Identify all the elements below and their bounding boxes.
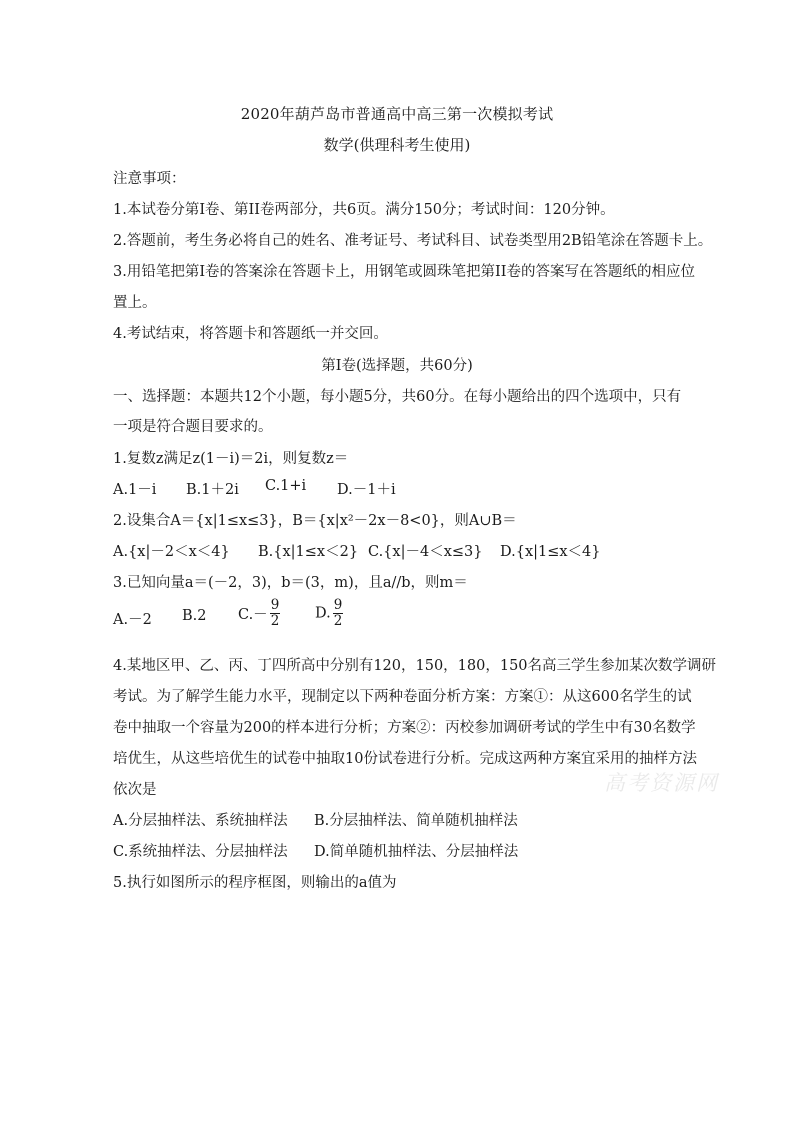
question-3-stem: 3.已知向量a＝(－2，3)，b＝(3，m)，且a//b，则m＝ <box>113 575 468 591</box>
question-2-option: C.{x|－4＜x≤3} <box>368 544 483 560</box>
question-3-option-a: A.－2 <box>113 612 152 628</box>
fraction-denominator: 2 <box>270 613 280 629</box>
question-4-option: D.简单随机抽样法、分层抽样法 <box>314 844 519 860</box>
question-4-option: C.系统抽样法、分层抽样法 <box>113 844 288 860</box>
question-3-option-b: B.2 <box>182 608 207 624</box>
notice-item: 4.考试结束，将答题卡和答题纸一并交回。 <box>113 326 388 342</box>
question-4-line: 卷中抽取一个容量为200的样本进行分析；方案②：丙校参加调研考试的学生中有30名数学 <box>113 720 696 736</box>
exam-subtitle: 数学(供理科考生使用) <box>323 136 471 154</box>
notice-item: 2.答题前，考生务必将自己的姓名、准考证号、考试科目、试卷类型用2B铅笔涂在答题卡上。 <box>113 233 713 249</box>
question-4-line: 考试。为了解学生能力水平，现制定以下两种卷面分析方案：方案①：从这600名学生的试 <box>113 689 692 705</box>
notice-item: 置上。 <box>113 295 157 311</box>
question-3-option-d <box>315 598 343 629</box>
question-1-option: C.1+i <box>265 478 307 494</box>
question-4-line: 培优生，从这些培优生的试卷中抽取10份试卷进行分析。完成这两种方案宜采用的抽样方法 <box>113 751 697 767</box>
question-4-option: B.分层抽样法、简单随机抽样法 <box>314 813 518 829</box>
question-4-line: 4.某地区甲、乙、丙、丁四所高中分别有120，150，180，150名高三学生参加某次数学调研 <box>113 658 717 674</box>
question-1-option: B.1＋2i <box>186 482 239 498</box>
question-2-stem: 2.设集合A＝{x|1≤x≤3}，B＝{x|x²－2x－8<0}，则A∪B＝ <box>113 513 517 529</box>
option-d-label: D. <box>315 605 331 622</box>
fraction <box>333 598 344 629</box>
question-1-option: A.1－i <box>113 482 157 498</box>
option-c-label: C.－ <box>238 607 268 623</box>
fraction-denominator: 2 <box>333 613 343 629</box>
section-instructions: 一、选择题：本题共12个小题，每小题5分，共60分。在每小题给出的四个选项中，只有 <box>113 389 682 405</box>
notice-item: 1.本试卷分第I卷、第II卷两部分，共6页。满分150分；考试时间：120分钟。 <box>113 202 615 218</box>
question-1-stem: 1.复数z满足z(1－i)＝2i，则复数z＝ <box>113 451 349 467</box>
fraction-numerator: 9 <box>333 597 343 613</box>
question-2-option: B.{x|1≤x＜2} <box>258 544 359 560</box>
fraction-numerator: 9 <box>270 597 280 613</box>
watermark: 高考资源网 <box>604 771 719 795</box>
question-1-option: D.－1＋i <box>337 482 396 498</box>
question-4-line: 依次是 <box>113 782 157 798</box>
question-4-option: A.分层抽样法、系统抽样法 <box>113 813 288 829</box>
fraction <box>270 598 281 629</box>
question-5-stem: 5.执行如图所示的程序框图，则输出的a值为 <box>113 875 397 891</box>
notice-heading: 注意事项： <box>113 171 186 187</box>
question-2-option: D.{x|1≤x＜4} <box>500 544 601 560</box>
question-3-option-c <box>238 598 280 629</box>
section-title: 第I卷(选择题，共60分) <box>321 358 473 374</box>
exam-title: 2020年葫芦岛市普通高中高三第一次模拟考试 <box>240 105 554 123</box>
notice-item: 3.用铅笔把第I卷的答案涂在答题卡上，用钢笔或圆珠笔把第II卷的答案写在答题纸的相应位 <box>113 264 696 280</box>
section-instructions: 一项是符合题目要求的。 <box>113 419 273 435</box>
question-2-option: A.{x|－2＜x＜4} <box>113 544 230 560</box>
